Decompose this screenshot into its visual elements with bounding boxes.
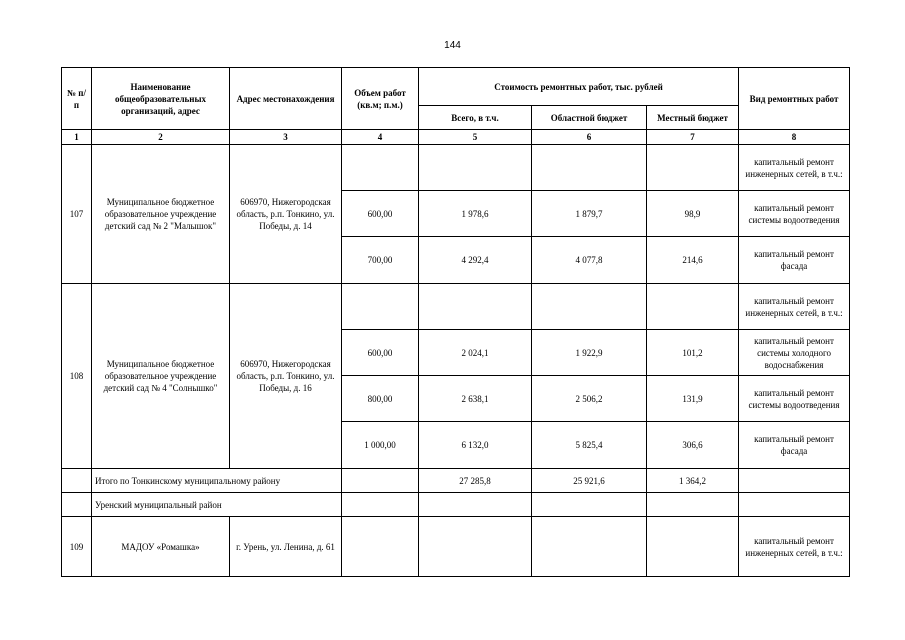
org-name: Муниципальное бюджетное образовательное учреждение детский сад № 4 "Солнышко" <box>92 284 230 469</box>
row-number: 107 <box>62 145 92 284</box>
cost-local: 131,9 <box>647 376 739 422</box>
cost-total: 6 132,0 <box>419 422 532 469</box>
cost-local: 98,9 <box>647 191 739 237</box>
cost-regional <box>532 284 647 330</box>
work-volume: 600,00 <box>342 191 419 237</box>
work-volume: 700,00 <box>342 237 419 284</box>
empty-cell <box>647 493 739 517</box>
org-address: 606970, Нижегородская область, р.п. Тонкино, ул. Победы, д. 14 <box>230 145 342 284</box>
district-label: Уренский муниципальный район <box>92 493 342 517</box>
column-number: 3 <box>230 130 342 145</box>
header-num: № п/п <box>62 68 92 130</box>
total-regional: 25 921,6 <box>532 469 647 493</box>
empty-cell <box>419 493 532 517</box>
empty-cell <box>62 493 92 517</box>
work-type: капитальный ремонт системы холодного водоснабжения <box>739 330 850 376</box>
cost-local: 214,6 <box>647 237 739 284</box>
row-number: 108 <box>62 284 92 469</box>
work-type: капитальный ремонт инженерных сетей, в т.ч.: <box>739 284 850 330</box>
work-type: капитальный ремонт системы водоотведения <box>739 191 850 237</box>
cost-total: 2 024,1 <box>419 330 532 376</box>
header-cost-group: Стоимость ремонтных работ, тыс. рублей <box>419 68 739 106</box>
empty-cell <box>739 469 850 493</box>
header-org-name: Наименование общеобразовательных организаций, адрес <box>92 68 230 130</box>
column-number: 2 <box>92 130 230 145</box>
work-volume <box>342 284 419 330</box>
header-row <box>62 68 850 106</box>
cost-total <box>419 284 532 330</box>
table-row <box>62 517 850 577</box>
total-label: Итого по Тонкинскому муниципальному району <box>92 469 342 493</box>
org-name: Муниципальное бюджетное образовательное учреждение детский сад № 2 "Малышок" <box>92 145 230 284</box>
table-row <box>62 284 850 330</box>
cost-regional <box>532 517 647 577</box>
work-volume <box>342 517 419 577</box>
empty-cell <box>62 469 92 493</box>
work-volume: 1 000,00 <box>342 422 419 469</box>
cost-regional: 2 506,2 <box>532 376 647 422</box>
column-number: 5 <box>419 130 532 145</box>
row-number: 109 <box>62 517 92 577</box>
cost-total: 4 292,4 <box>419 237 532 284</box>
cost-local <box>647 517 739 577</box>
work-volume: 800,00 <box>342 376 419 422</box>
header-local: Местный бюджет <box>647 106 739 130</box>
column-number: 7 <box>647 130 739 145</box>
work-type: капитальный ремонт фасада <box>739 422 850 469</box>
empty-cell <box>342 493 419 517</box>
cost-regional: 1 922,9 <box>532 330 647 376</box>
table-row <box>62 145 850 191</box>
cost-local <box>647 284 739 330</box>
org-address: 606970, Нижегородская область, р.п. Тонкино, ул. Победы, д. 16 <box>230 284 342 469</box>
empty-cell <box>532 493 647 517</box>
work-type: капитальный ремонт инженерных сетей, в т.ч.: <box>739 517 850 577</box>
empty-cell <box>342 469 419 493</box>
total-sum: 27 285,8 <box>419 469 532 493</box>
cost-local <box>647 145 739 191</box>
cost-total <box>419 517 532 577</box>
cost-regional: 4 077,8 <box>532 237 647 284</box>
column-number: 8 <box>739 130 850 145</box>
district-row <box>62 493 850 517</box>
work-type: капитальный ремонт системы водоотведения <box>739 376 850 422</box>
column-number-row <box>62 130 850 145</box>
total-row <box>62 469 850 493</box>
cost-regional <box>532 145 647 191</box>
cost-local: 306,6 <box>647 422 739 469</box>
org-address: г. Урень, ул. Ленина, д. 61 <box>230 517 342 577</box>
column-number: 6 <box>532 130 647 145</box>
cost-total: 1 978,6 <box>419 191 532 237</box>
column-number: 4 <box>342 130 419 145</box>
repair-cost-table <box>61 67 850 577</box>
org-name: МАДОУ «Ромашка» <box>92 517 230 577</box>
header-work-type: Вид ремонтных работ <box>739 68 850 130</box>
header-regional: Областной бюджет <box>532 106 647 130</box>
cost-local: 101,2 <box>647 330 739 376</box>
header-address: Адрес местонахождения <box>230 68 342 130</box>
header-volume: Объем работ (кв.м; п.м.) <box>342 68 419 130</box>
cost-total: 2 638,1 <box>419 376 532 422</box>
column-number: 1 <box>62 130 92 145</box>
work-volume <box>342 145 419 191</box>
work-volume: 600,00 <box>342 330 419 376</box>
page-number: 144 <box>444 40 461 51</box>
total-local: 1 364,2 <box>647 469 739 493</box>
cost-regional: 5 825,4 <box>532 422 647 469</box>
cost-regional: 1 879,7 <box>532 191 647 237</box>
cost-total <box>419 145 532 191</box>
work-type: капитальный ремонт инженерных сетей, в т.ч.: <box>739 145 850 191</box>
work-type: капитальный ремонт фасада <box>739 237 850 284</box>
empty-cell <box>739 493 850 517</box>
header-total: Всего, в т.ч. <box>419 106 532 130</box>
